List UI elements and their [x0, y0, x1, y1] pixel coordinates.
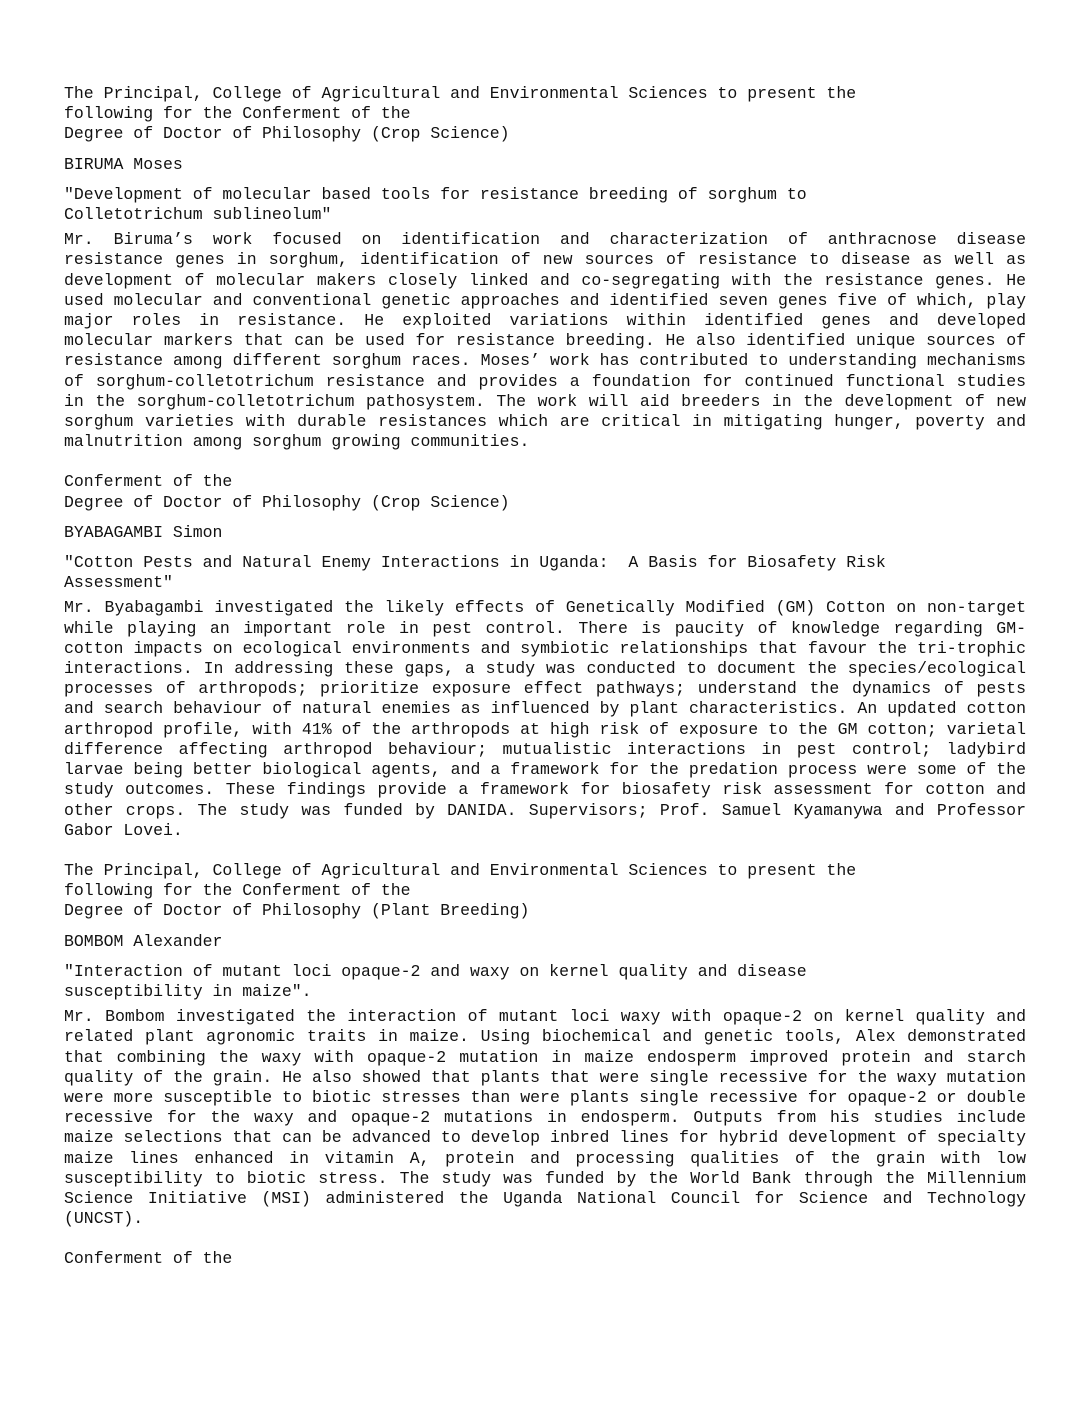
candidate-name: BYABAGAMBI Simon — [64, 522, 223, 542]
intro-line: Conferment of the — [64, 472, 233, 492]
citation-body: Mr. Bombom investigated the interaction of mutant loci waxy with opaque-2 on kernel quality and related plant agronomic traits in maize. Using biochemical and genetic tools, Alex demonstrated that combining the waxy with opaque-2 mutation in maize endosperm improved protein and starch quality of the grain. He also showed that plants that were single recessive for the waxy mutation were more susceptible to biotic stresses than were plants single recessive for opaque-2 or double recessive for the waxy and opaque-2 mutations in endosperm. Outputs from his studies include maize selections that can be advanced to develop inbred lines for hybrid development of specialty maize lines enhanced in vitamin A, protein and processing qualities of the grain with low susceptibility to biotic stress. The study was funded by the World Bank through the Millennium Science Initiative (MSI) administered the Uganda National Council for Science and Technology (UNCST). — [64, 1007, 1026, 1229]
citation-body: Mr. Biruma’s work focused on identification and characterization of anthracnose disease resistance genes in sorghum, identification of new sources of resistance to disease as well as development of molecular makers closely linked and co-segregating with the resistance genes. He used molecular and conventional genetic approaches and identified seven genes five of which, play major roles in resistance. He exploited variations within identified genes and developed molecular markers that can be used for resistance breeding. He also identified unique sources of resistance among different sorghum races. Moses’ work has contributed to understanding mechanisms of sorghum-colletotrichum resistance and provides a foundation for continued functional studies in the sorghum-colletotrichum pathosystem. The work will aid breeders in the development of new sorghum varieties with durable resistances which are critical in mitigating hunger, poverty and malnutrition among sorghum growing communities. — [64, 230, 1026, 452]
thesis-title: "Interaction of mutant loci opaque-2 and waxy on kernel quality and disease — [64, 961, 807, 981]
intro-line: following for the Conferment of the — [64, 881, 411, 901]
thesis-title: "Cotton Pests and Natural Enemy Interactions in Uganda: A Basis for Biosafety Risk — [64, 553, 886, 573]
intro-line: The Principal, College of Agricultural and Environmental Sciences to present the — [64, 860, 857, 880]
thesis-title: Colletotrichum sublineolum" — [64, 205, 332, 225]
candidate-name: BIRUMA Moses — [64, 154, 183, 174]
citation-body: Mr. Byabagambi investigated the likely effects of Genetically Modified (GM) Cotton on non-target while playing an important role in pest control. There is paucity of knowledge regarding GM-cotton impacts on ecological environments and symbiotic relationships that favour the tri-trophic interactions. In addressing these gaps, a study was conducted to document the species/ecological processes of arthropods; prioritize exposure effect pathways; understand the dynamics of pests and search behaviour of natural enemies as influenced by plant characteristics. An updated cotton arthropod profile, with 41% of the arthropods at high risk of exposure to the GM cotton; varietal difference affecting arthropod behaviour; mutualistic interactions in pest control; ladybird larvae being better biological agents, and a framework for the predation process were some of the study outcomes. These findings provide a framework for biosafety risk assessment for cotton and other crops. The study was funded by DANIDA. Supervisors; Prof. Samuel Kyamanywa and Professor Gabor Lovei. — [64, 598, 1026, 840]
degree-line: Degree of Doctor of Philosophy (Crop Science) — [64, 492, 510, 512]
citation-section-biruma — [64, 84, 1026, 452]
intro-line: The Principal, College of Agricultural and Environmental Sciences to present the — [64, 84, 857, 103]
thesis-title: susceptibility in maize". — [64, 981, 312, 1001]
footer-line: Conferment of the — [64, 1249, 233, 1269]
citation-section-byabagambi — [64, 472, 1026, 840]
document-page — [64, 84, 1026, 1270]
thesis-title: "Development of molecular based tools for resistance breeding of sorghum to — [64, 184, 807, 204]
degree-line: Degree of Doctor of Philosophy (Crop Science) — [64, 124, 510, 144]
citation-section-bombom — [64, 861, 1026, 1229]
degree-line: Degree of Doctor of Philosophy (Plant Breeding) — [64, 901, 530, 921]
intro-line: following for the Conferment of the — [64, 104, 411, 124]
thesis-title: Assessment" — [64, 573, 173, 593]
candidate-name: BOMBOM Alexander — [64, 931, 223, 951]
